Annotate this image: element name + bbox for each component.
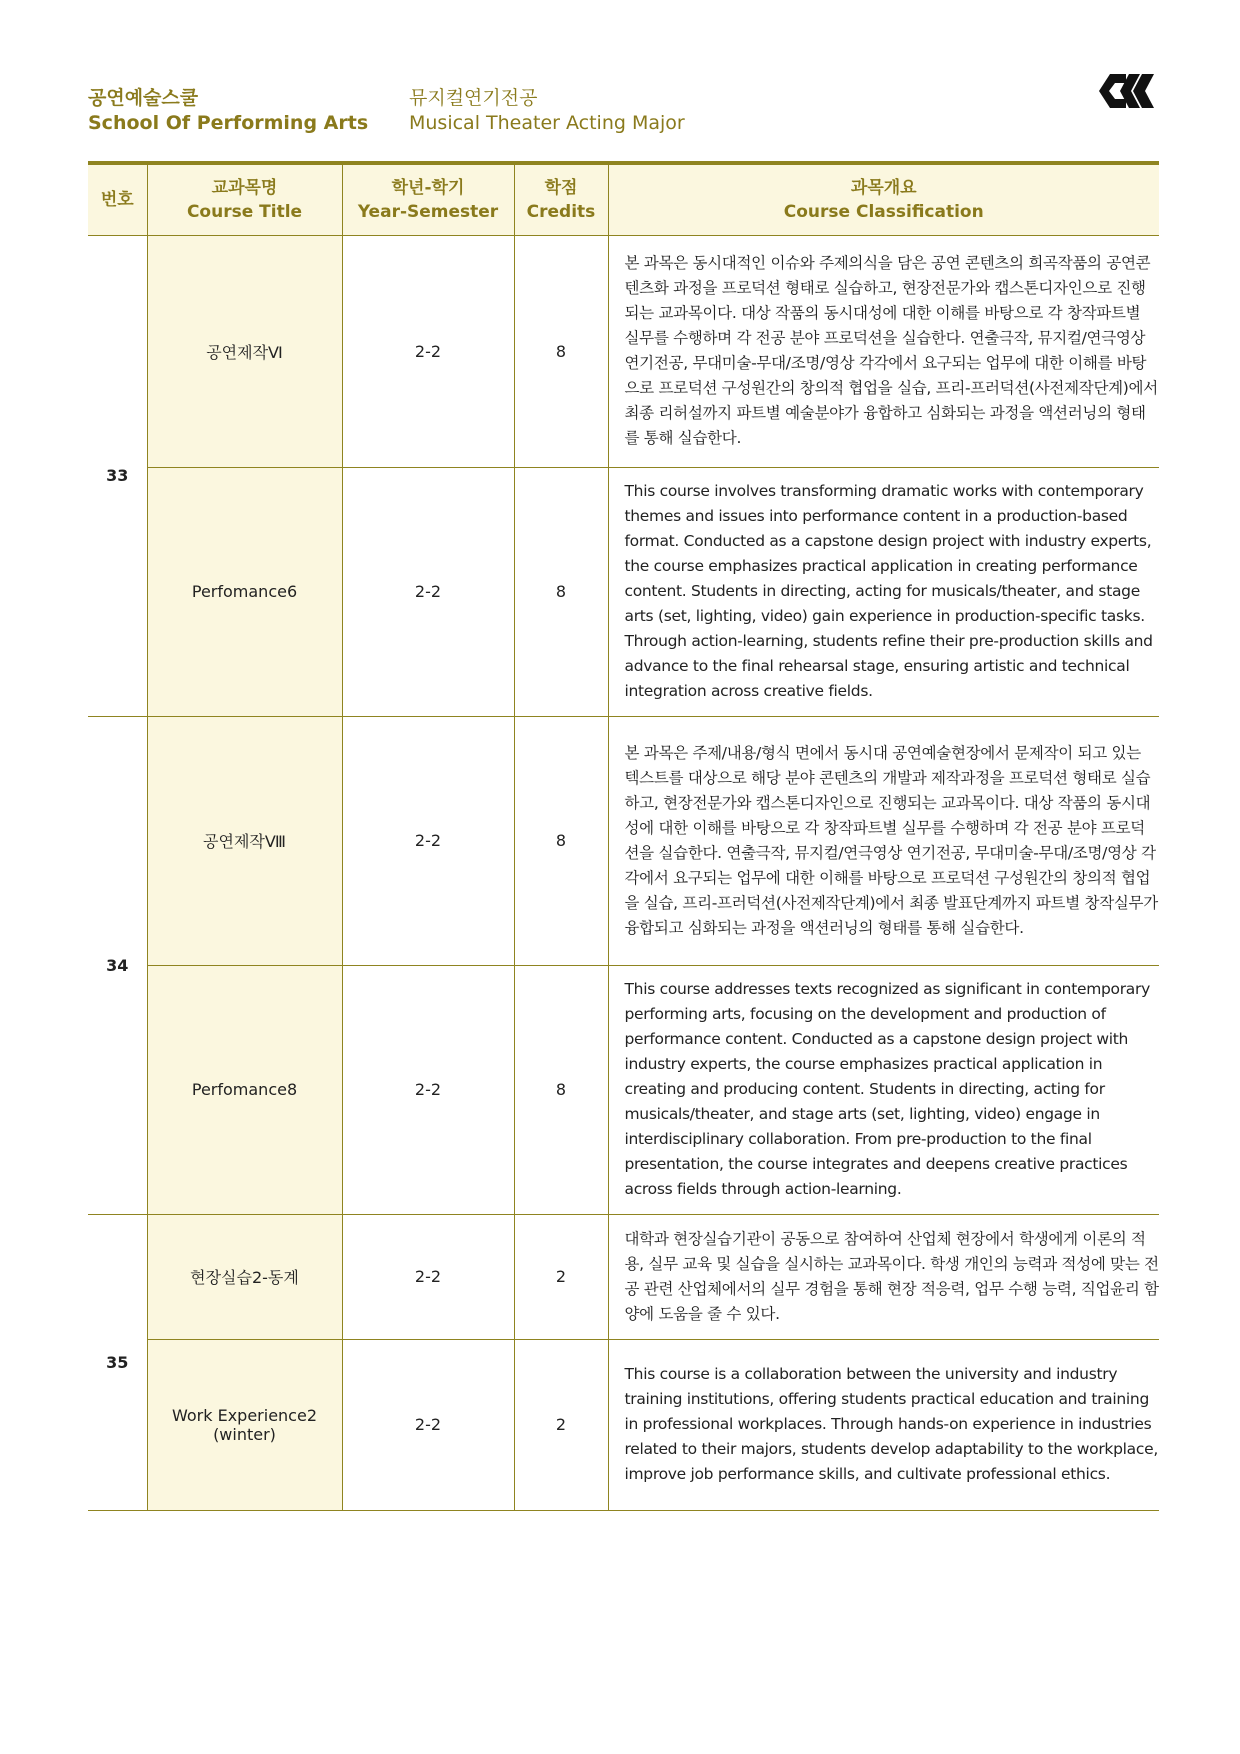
course-description: 본 과목은 동시대적인 이슈와 주제의식을 담은 공연 콘텐츠의 희곡작품의 공연콘텐츠화 과정을 프로덕션 형태로 실습하고, 현장전문가와 캡스톤디자인으로 진행되는 교과목이다. 대상 작품의 동시대성에 대한 이해를 바탕으로 각 창작파트별 실무를 수행하며 각 전공 분야 프로덕션을 실습한다. 연출극작, 뮤지컬/연극영상 연기전공, 무대미술-무대/조명/영상 각각에서 요구되는 업무에 대한 이해를 바탕으로 프로덕션 구성원간의 창의적 협업을 실습, 프리-프러덕션(사전제작단계)에서 최종 리허설까지 파트별 예술분야가 융합하고 심화되는 과정을 액션러닝의 형태를 통해 실습한다. xyxy=(608,235,1159,467)
table-header-row xyxy=(88,163,1159,235)
table-row xyxy=(88,467,1159,716)
course-credits: 8 xyxy=(514,235,608,467)
course-year-semester: 2-2 xyxy=(342,965,514,1214)
course-title: Work Experience2 (winter) xyxy=(147,1339,342,1510)
course-number: 34 xyxy=(88,716,147,1214)
course-description: 본 과목은 주제/내용/형식 면에서 동시대 공연예술현장에서 문제작이 되고 있는 텍스트를 대상으로 해당 분야 콘텐츠의 개발과 제작과정을 프로덕션 형태로 실습하고, 현장전문가와 캡스톤디자인으로 진행되는 교과목이다. 대상 작품의 동시대성에 대한 이해를 바탕으로 각 창작파트별 실무를 수행하며 각 전공 분야 프로덕션을 실습한다. 연출극작, 뮤지컬/연극영상 연기전공, 무대미술-무대/조명/영상 각각에서 요구되는 업무에 대한 이해를 바탕으로 프로덕션 구성원간의 창의적 협업을 실습, 프리-프러덕션(사전제작단계)에서 최종 발표단계까지 파트별 창작실무가 융합되고 심화되는 과정을 액션러닝의 형태를 통해 실습한다. xyxy=(608,716,1159,965)
course-year-semester: 2-2 xyxy=(342,1339,514,1510)
col-header-classification: 과목개요 Course Classification xyxy=(608,163,1159,235)
school-name-kr: 공연예술스쿨 xyxy=(88,87,199,109)
school-name xyxy=(88,86,368,136)
col-header-credits: 학점 Credits xyxy=(514,163,608,235)
school-name-en: School Of Performing Arts xyxy=(88,112,369,134)
major-name-kr: 뮤지컬연기전공 xyxy=(409,87,538,109)
course-description: This course involves transforming dramatic works with contemporary themes and issues into performance content in a production-based format. Conducted as a capstone design project with industry experts, the course emphasizes practical application in creating performance content. Students in directing, acting for musicals/theater, and stage arts (set, lighting, video) gain experience in production-specific tasks. Through action-learning, students refine their pre-production skills and advance to the final rehearsal stage, ensuring artistic and technical integration across creative fields. xyxy=(608,467,1159,716)
course-description: 대학과 현장실습기관이 공동으로 참여하여 산업체 현장에서 학생에게 이론의 적용, 실무 교육 및 실습을 실시하는 교과목이다. 학생 개인의 능력과 적성에 맞는 전공 관련 산업체에서의 실무 경험을 통해 현장 적응력, 업무 수행 능력, 직업윤리 함양에 도움을 줄 수 있다. xyxy=(608,1214,1159,1339)
course-description: This course is a collaboration between the university and industry training institutions, offering students practical education and training in professional workplaces. Through hands-on experience in industries related to their majors, students develop adaptability to the workplace, improve job performance skills, and cultivate professional ethics. xyxy=(608,1339,1159,1510)
course-credits: 2 xyxy=(514,1339,608,1510)
course-credits: 8 xyxy=(514,965,608,1214)
course-year-semester: 2-2 xyxy=(342,1214,514,1339)
major-name xyxy=(409,86,685,136)
course-year-semester: 2-2 xyxy=(342,716,514,965)
course-credits: 2 xyxy=(514,1214,608,1339)
ck-logo-icon xyxy=(1096,70,1158,112)
course-credits: 8 xyxy=(514,716,608,965)
col-header-year: 학년-학기 Year-Semester xyxy=(342,163,514,235)
course-description: This course addresses texts recognized as significant in contemporary performing arts, focusing on the development and production of performance content. Conducted as a capstone design project with industry experts, the course emphasizes practical application in creating and producing content. Students in directing, acting for musicals/theater, and stage arts (set, lighting, video) engage in interdisciplinary collaboration. From pre-production to the final presentation, the course integrates and deepens creative practices across fields through action-learning. xyxy=(608,965,1159,1214)
table-row xyxy=(88,1214,1159,1339)
major-name-en: Musical Theater Acting Major xyxy=(409,112,685,134)
course-title: 현장실습2-동계 xyxy=(147,1214,342,1339)
col-header-no: 번호 xyxy=(88,163,147,235)
page-header xyxy=(88,86,1158,146)
course-title: Perfomance6 xyxy=(147,467,342,716)
course-year-semester: 2-2 xyxy=(342,467,514,716)
table-row xyxy=(88,235,1159,467)
course-title: 공연제작Ⅷ xyxy=(147,716,342,965)
curriculum-table xyxy=(88,161,1159,1511)
table-row xyxy=(88,716,1159,965)
table-row xyxy=(88,965,1159,1214)
course-credits: 8 xyxy=(514,467,608,716)
col-header-title: 교과목명 Course Title xyxy=(147,163,342,235)
course-number: 33 xyxy=(88,235,147,716)
course-number: 35 xyxy=(88,1214,147,1510)
course-title: Perfomance8 xyxy=(147,965,342,1214)
course-year-semester: 2-2 xyxy=(342,235,514,467)
table-row xyxy=(88,1339,1159,1510)
course-title: 공연제작Ⅵ xyxy=(147,235,342,467)
